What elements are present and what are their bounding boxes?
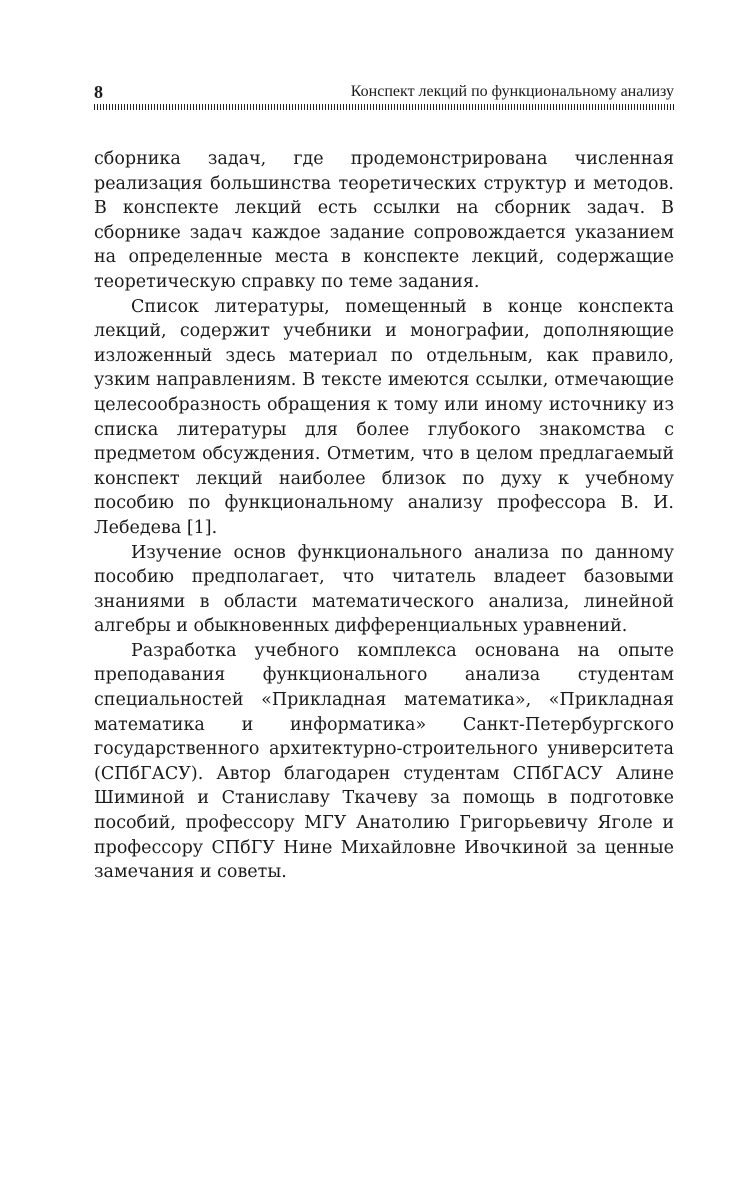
running-title: Конспект лекций по функциональному анализу	[350, 83, 674, 100]
header-divider	[94, 104, 674, 110]
paragraph-prerequisites: Изучение основ функционального анализа по данному пособию предполагает, что читатель владеет базовыми знаниями в области математического анализа, линейной алгебры и обыкновенных дифференциальных уравнений.	[94, 542, 674, 637]
page-header	[94, 80, 674, 104]
paragraph-literature: Список литературы, помещенный в конце конспекта лекций, содержит учебники и монографии, дополняющие изложенный здесь материал по отдельным, как правило, узким направлениям. В тексте имеются ссылки, отмечающие целесообразность обращения к тому или иному источнику из списка литературы для более глубокого знакомства с предметом обсуждения. Отметим, что в целом предлагаемый конспект лекций наиболее близок по духу к учебному пособию по функциональному анализу профессора В. И. Лебедева [1].	[94, 296, 674, 538]
paragraph-acknowledgements: Разработка учебного комплекса основана на опыте преподавания функционального анализа студентам специальностей «Прикладная математика», «Прикладная математика и информатика» Санкт-Петербургского государственного архитектурно-строительного университета (СПбГАСУ). Автор благодарен студентам СПбГАСУ Алине Шиминой и Станиславу Ткачеву за помощь в подготовке пособий, профессору МГУ Анатолию Григорьевичу Яголе и профессору СПбГУ Нине Михайловне Ивочкиной за ценные замечания и советы.	[94, 640, 674, 883]
page-number: 8	[94, 82, 103, 102]
main-text	[94, 147, 674, 885]
paragraph-continuation: сборника задач, где продемонстрирована численная реализация большинства теоретических структур и методов. В конспекте лекций есть ссылки на сборник задач. В сборнике задач каждое задание сопровождается указанием на определенные места в конспекте лекций, содержащие теоретическую справку по теме задания.	[94, 149, 674, 292]
